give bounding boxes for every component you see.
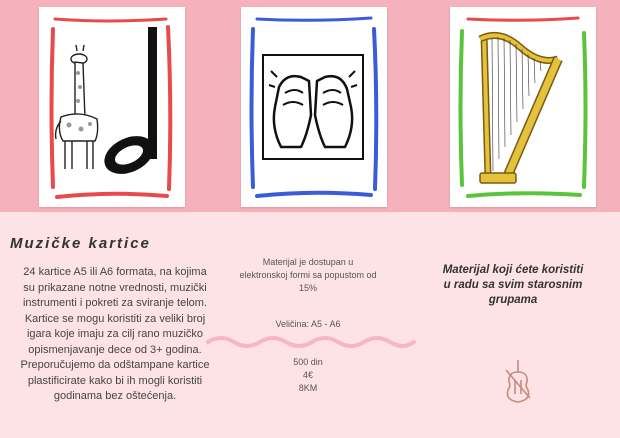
price-eur: 4€	[302, 370, 313, 380]
price-km: 8KM	[298, 383, 318, 393]
harp-illustration	[450, 7, 596, 207]
giraffe-note-card	[39, 7, 185, 207]
hands-illustration	[241, 7, 387, 207]
violin-logo-icon	[498, 358, 538, 416]
availability-text: Materijal je dostupan u elektronskoj formi sa popustom od 15%	[239, 257, 377, 293]
giraffe-note-illustration	[39, 7, 185, 207]
wave-divider	[206, 334, 416, 350]
hands-card	[241, 7, 387, 207]
product-description: 24 kartice A5 ili A6 formata, na kojima su prikazane notne vrednosti, muzički instrumenti i pokreti za sviranje telom. Kartice se mogu koristiti za veliki broj igara koje imaju za cilj rano muzičko opismenjavanje dece od 3+ godina. Preporučujemo da odštampane kartice plastificirate kako bi ih mogli koristiti godinama bez oštećenja.	[20, 266, 210, 402]
price-din: 500 din	[293, 357, 323, 367]
harp-card	[450, 7, 596, 207]
size-text: Veličina: A5 - A6	[275, 319, 341, 329]
tagline: Materijal koji ćete koristiti u radu sa svim starosnim grupama	[442, 264, 584, 306]
product-title: Muzičke kartice	[10, 235, 151, 252]
